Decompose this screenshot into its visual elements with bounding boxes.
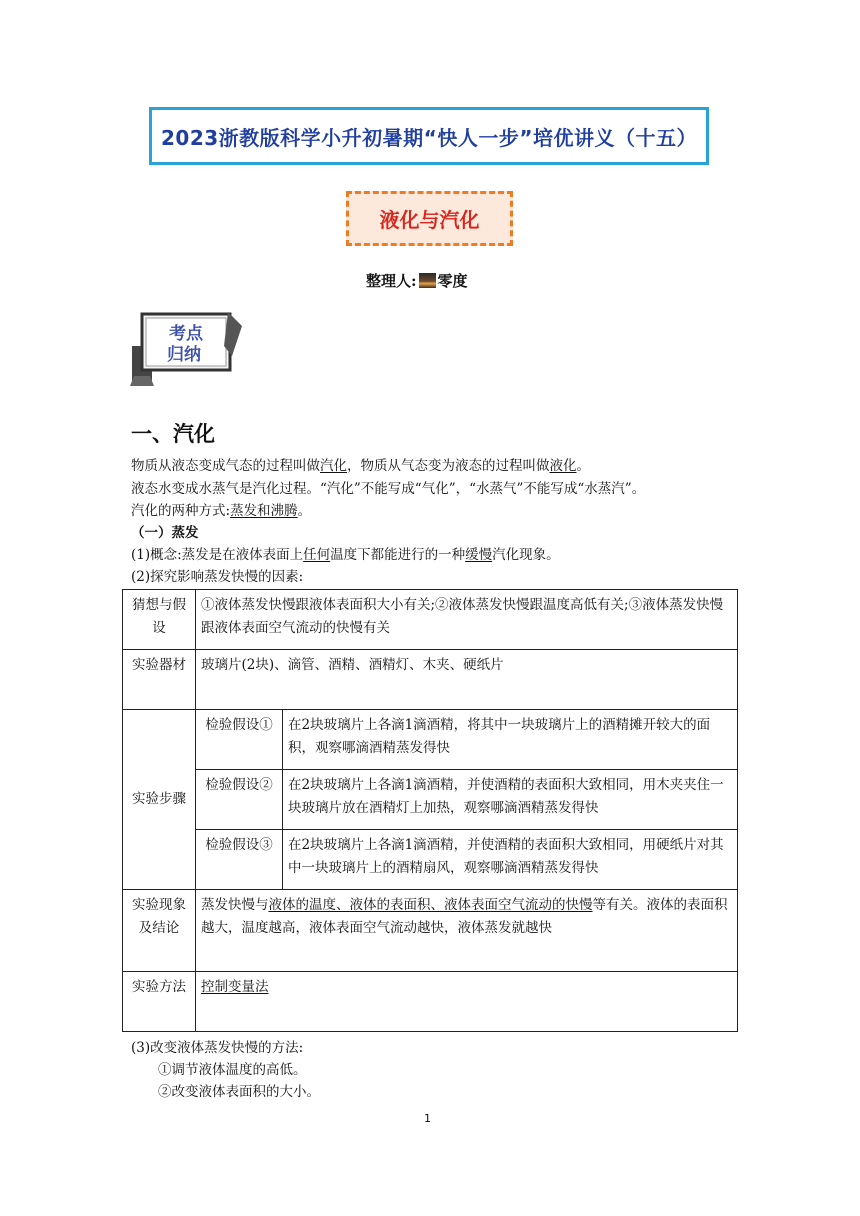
paragraph-note: 液态水变成水蒸气是汽化过程。“汽化”不能写成“气化”，“水蒸气”不能写成“水蒸汽”。	[131, 481, 646, 497]
table-cell-subhead: 检验假设③	[196, 830, 283, 890]
paragraph-methods: (3)改变液体蒸发快慢的方法:	[131, 1040, 304, 1056]
paragraph-definition	[131, 457, 590, 475]
table-row	[123, 770, 738, 830]
document-title: 2023浙教版科学小升初暑期“快人一步”培优讲义（十五）	[161, 125, 697, 150]
table-row	[123, 650, 738, 710]
table-cell	[196, 890, 738, 972]
badge-line1: 考点	[169, 324, 203, 344]
paragraph-factors: (2)探究影响蒸发快慢的因素:	[131, 569, 304, 585]
table-cell-subhead: 检验假设①	[196, 710, 283, 770]
table-row	[123, 590, 738, 650]
compiler-line	[366, 270, 468, 291]
text-run: 汽化的两种方式:	[131, 503, 231, 519]
table-row	[123, 972, 738, 1032]
paragraph-ways	[131, 502, 311, 520]
underlined-term: 汽化	[320, 458, 347, 474]
table-cell-head: 实验器材	[123, 650, 196, 710]
compiler-label: 整理人:	[366, 272, 417, 290]
experiment-table	[122, 589, 738, 1032]
table-cell-head: 实验现象及结论	[123, 890, 196, 972]
text-run: 物质从液态变成气态的过程叫做	[131, 458, 320, 474]
text-run: ，物质从气态变为液态的过程叫做	[347, 458, 550, 474]
badge-line2: 归纳	[167, 345, 201, 365]
subsection-heading: （一）蒸发	[131, 525, 199, 541]
table-row	[123, 890, 738, 972]
table-cell: 在2块玻璃片上各滴1滴酒精，将其中一块玻璃片上的酒精摊开较大的面积，观察哪滴酒精蒸发得快	[283, 710, 738, 770]
key-points-badge-icon	[128, 306, 246, 388]
text-run: 温度下都能进行的一种	[330, 547, 466, 563]
text-run: (1)概念:蒸发是在液体表面上	[131, 547, 304, 563]
underlined-term: 任何	[303, 547, 331, 563]
underlined-term: 控制变量法	[201, 979, 269, 995]
underlined-term: 蒸发和沸腾	[230, 503, 298, 519]
avatar-icon	[419, 273, 436, 288]
underlined-term: 液化	[549, 458, 577, 474]
section-heading: 一、汽化	[131, 422, 215, 446]
table-cell	[196, 972, 738, 1032]
table-cell-subhead: 检验假设②	[196, 770, 283, 830]
text-run: 。	[576, 458, 590, 474]
table-cell: 在2块玻璃片上各滴1滴酒精，并使酒精的表面积大致相同，用木夹夹住一块玻璃片放在酒精灯上加热，观察哪滴酒精蒸发得快	[283, 770, 738, 830]
table-row	[123, 830, 738, 890]
list-item: ①调节液体温度的高低。	[158, 1062, 307, 1078]
table-cell: 玻璃片(2块)、滴管、酒精、酒精灯、木夹、硬纸片	[196, 650, 738, 710]
table-cell: 在2块玻璃片上各滴1滴酒精，并使酒精的表面积大致相同，用硬纸片对其中一块玻璃片上的酒精扇风，观察哪滴酒精蒸发得快	[283, 830, 738, 890]
underlined-term: 液体的温度、液体的表面积、液体表面空气流动的快慢	[268, 897, 593, 913]
document-subtitle: 液化与汽化	[379, 208, 480, 232]
table-cell-head: 实验方法	[123, 972, 196, 1032]
text-run: 等有关。液体的表面积越大，温度越高，液体表面空气流动越快，液体蒸发就越快	[201, 897, 728, 936]
table-row	[123, 710, 738, 770]
title-box	[149, 107, 709, 165]
paragraph-concept	[131, 546, 560, 564]
text-run: 汽化现象。	[492, 547, 560, 563]
list-item: ②改变液体表面积的大小。	[158, 1084, 320, 1100]
compiler-name: 零度	[437, 272, 468, 290]
page-number: 1	[424, 1112, 431, 1125]
underlined-term: 缓慢	[465, 547, 493, 563]
table-cell-head: 实验步骤	[123, 710, 196, 890]
text-run: 蒸发快慢与	[201, 897, 269, 913]
table-cell-head: 猜想与假设	[123, 590, 196, 650]
text-run: 。	[297, 503, 312, 519]
table-cell: ①液体蒸发快慢跟液体表面积大小有关;②液体蒸发快慢跟温度高低有关;③液体蒸发快慢跟液体表面空气流动的快慢有关	[196, 590, 738, 650]
subtitle-box	[346, 191, 513, 246]
